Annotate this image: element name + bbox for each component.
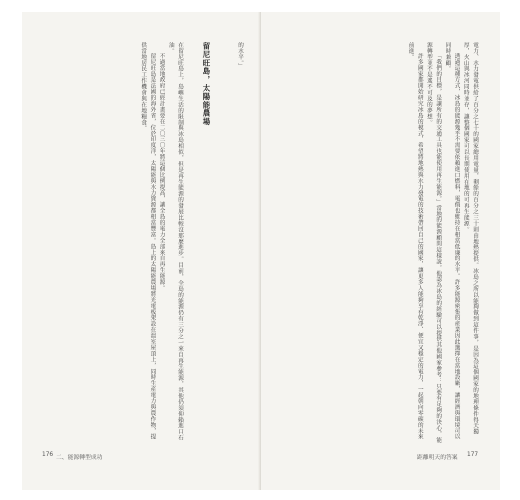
paragraph: 的水平。」 [237,42,243,69]
left-page [22,12,261,490]
paragraph: 留尼旺島是法國的海外省，位於印度洋，太陽能與水力資源都相當豐富。島上的太陽能農場將光電板架設在溫室屋頂上，同時生產電力與農作物，提供當地居民工作機會與在地糧食。 [140,42,156,440]
running-title: 二、能源轉型成功 [56,455,103,461]
right-body-text [279,42,479,444]
page-number: 176 [42,452,54,458]
running-title: 距離明天的答案 [417,455,458,461]
paragraph: 「我們的目標，是讓所有的交通工具也能使用再生能源。」當地的能源顧問這樣說。他認為冰島的經驗可以提供其他國家參考：只要有足夠的決心，能源轉型並不是遙不可及的夢想。 [425,42,442,444]
right-page [261,12,500,490]
paragraph: 透過這種方式，冰島的能源幾乎不需要依賴進口燃料，電價也維持在相當低廉的水平。許多能源密集的產業因此選擇在當地設廠，讓經濟與環境可以同時兼顧。 [444,42,460,440]
page-number: 177 [467,452,479,458]
left-body-text [38,42,184,444]
paragraph: 在留尼旺島上，島嶼生活的限制與冰島相似，但是再生能源的發展比較沒那麼進步。目前，全島的能源仍有三分之一來自再生能源，其他仍須仰賴進口石油。 [167,42,183,441]
paragraph: 電力、水力發電供給了百分之七十的國家總用電量，剩餘的百分之三十則由地熱提供。冰島之所以能夠做到這件事，是因為這個國家的地理條件得天獨厚，火山與冰河同時並存，讓整個國家可以長期使用在地的可再生能源。 [462,42,478,435]
carried-over-text [222,42,244,444]
paragraph: 不過當地政府已經計畫要在二〇三〇年將這個比例提高，讓全島的電力全部來自再生能源。 [158,53,165,292]
paragraph: 許多國家都開始研究冰島的模式，希望將地熱與水力發電的技術帶回自己的國家，讓更多人能夠享有乾淨、便宜又穩定的電力，一起朝向零碳的未來前進。 [407,42,423,440]
book-spread [22,12,500,490]
section-heading: 留尼旺島，太陽能農場 [202,42,211,126]
